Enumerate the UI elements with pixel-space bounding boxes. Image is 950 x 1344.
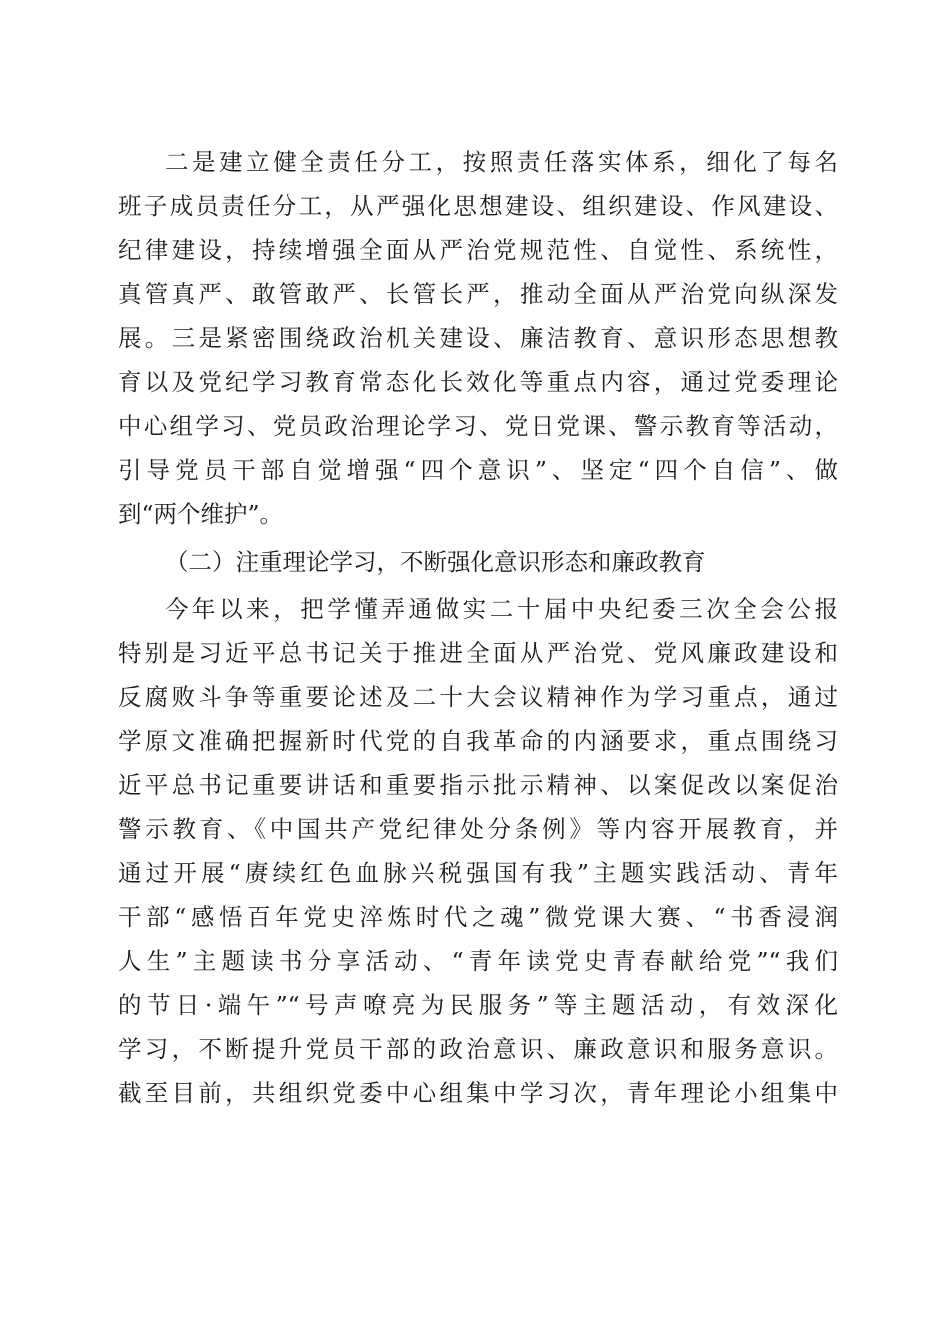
paragraph-2-line-5: 近平总书记重要讲话和重要指示批示精神、以案促改以案促治 [118,771,838,799]
paragraph-2-line-7: 通过开展“赓续红色血脉兴税强国有我”主题实践活动、青年 [118,859,838,887]
paragraph-1-line-8: 引导党员干部自觉增强“四个意识”、坚定“四个自信”、做 [118,456,838,484]
paragraph-2-line-10: 的节日·端午”“号声嘹亮为民服务”等主题活动，有效深化 [118,991,838,1019]
paragraph-2-line-6: 警示教育、《中国共产党纪律处分条例》等内容开展教育，并 [118,815,838,843]
paragraph-2-line-3: 反腐败斗争等重要论述及二十大会议精神作为学习重点，通过 [118,683,838,711]
paragraph-2-line-11: 学习，不断提升党员干部的政治意识、廉政意识和服务意识。 [118,1035,838,1063]
section-heading: （二）注重理论学习，不断强化意识形态和廉政教育 [165,548,706,576]
paragraph-1-line-3: 纪律建设，持续增强全面从严治党规范性、自觉性、系统性， [118,236,838,264]
paragraph-1-line-7: 中心组学习、党员政治理论学习、党日党课、警示教育等活动， [118,412,838,440]
paragraph-2-line-4: 学原文准确把握新时代党的自我革命的内涵要求，重点围绕习 [118,727,838,755]
paragraph-1-line-6: 育以及党纪学习教育常态化长效化等重点内容，通过党委理论 [118,368,838,396]
paragraph-2-line-2: 特别是习近平总书记关于推进全面从严治党、党风廉政建设和 [118,639,838,667]
paragraph-1-line-9: 到“两个维护”。 [118,500,284,528]
paragraph-1-line-5: 展。三是紧密围绕政治机关建设、廉洁教育、意识形态思想教 [118,324,838,352]
paragraph-2-line-1: 今年以来，把学懂弄通做实二十届中央纪委三次全会公报 [165,595,838,623]
paragraph-2-line-9: 人生”主题读书分享活动、“青年读党史青春献给党”“我们 [118,947,838,975]
paragraph-1-line-4: 真管真严、敢管敢严、长管长严，推动全面从严治党向纵深发 [118,280,838,308]
paragraph-2-line-8: 干部“感悟百年党史淬炼时代之魂”微党课大赛、“书香浸润 [118,903,838,931]
paragraph-1-line-1: 二是建立健全责任分工，按照责任落实体系，细化了每名 [165,148,838,176]
paragraph-2-line-12: 截至目前，共组织党委中心组集中学习次，青年理论小组集中 [118,1079,838,1107]
paragraph-1-line-2: 班子成员责任分工，从严强化思想建设、组织建设、作风建设、 [118,192,838,220]
